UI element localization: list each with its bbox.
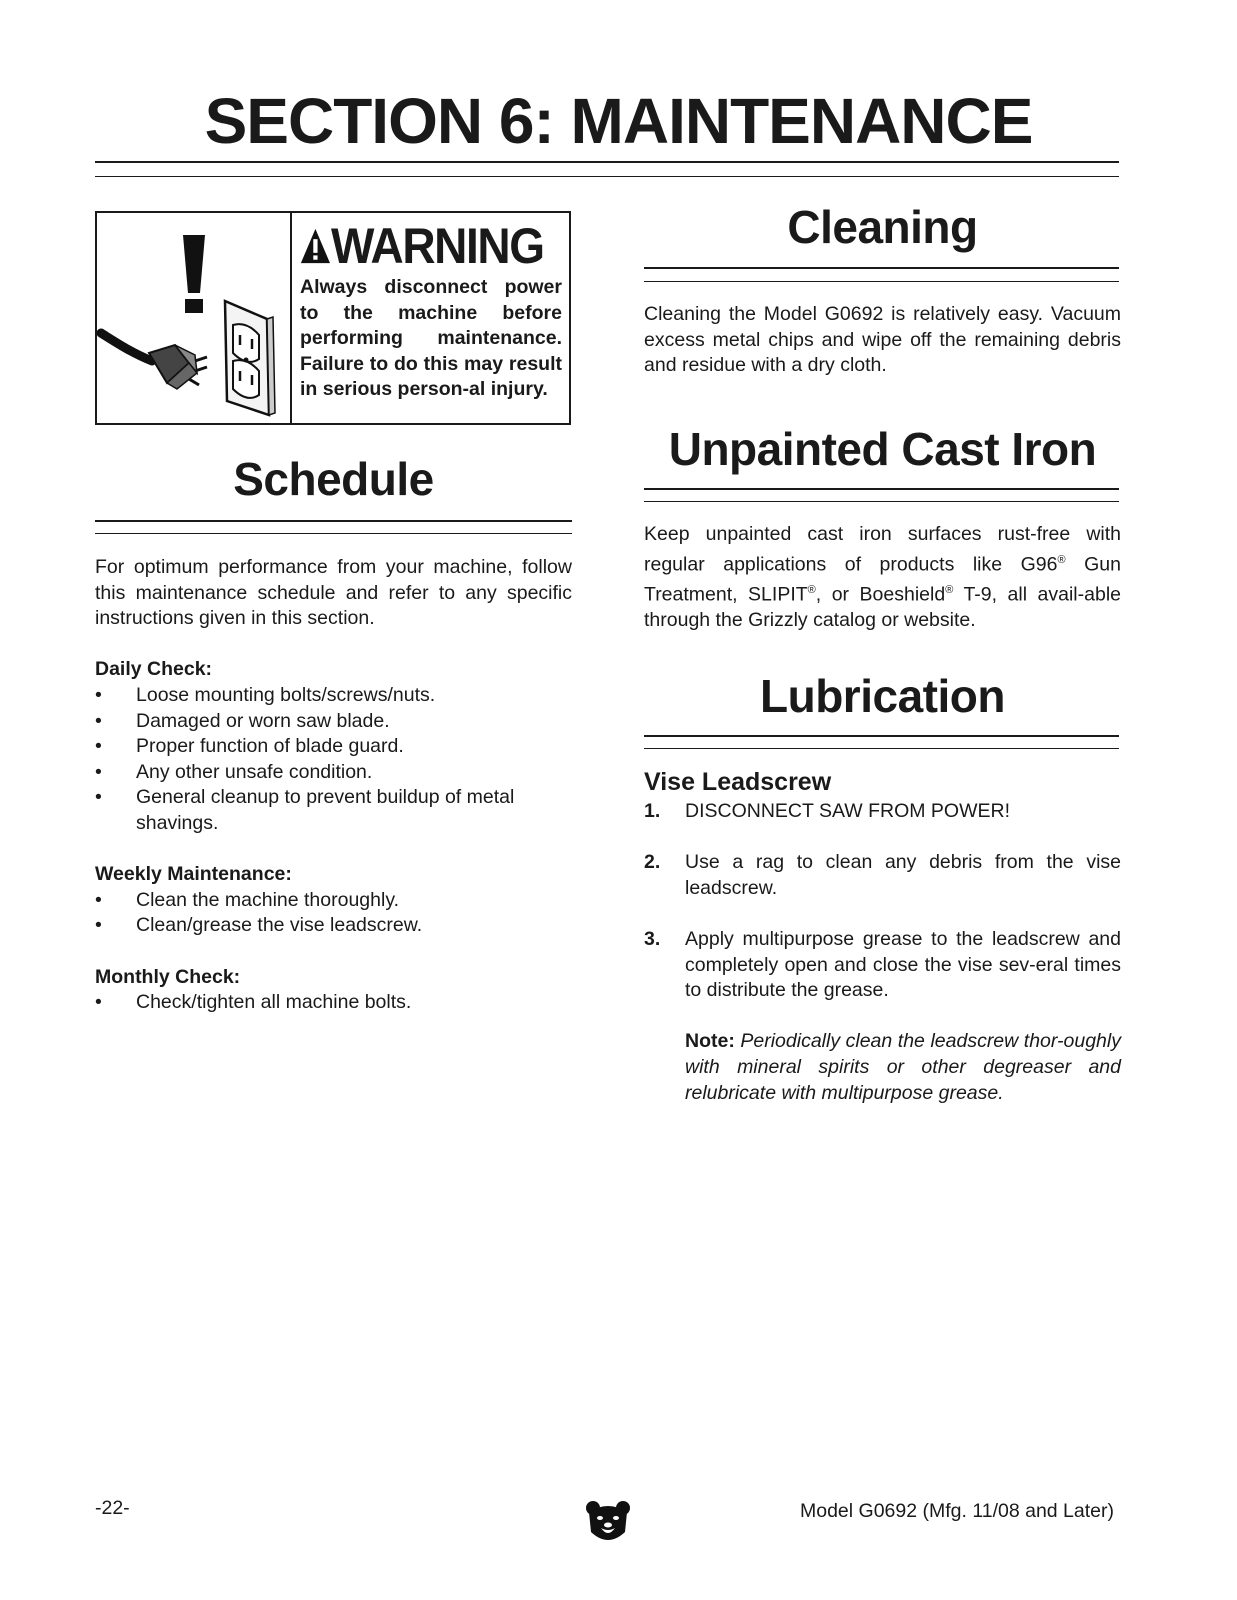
warning-text [300, 213, 562, 403]
registered-mark: ® [945, 583, 954, 596]
cast-iron-content [644, 522, 1121, 633]
schedule-intro: For optimum performance from your machine, follow this maintenance schedule and refer to any specific instructions given in this section. [95, 556, 572, 630]
cast-iron-heading: Unpainted Cast Iron [668, 423, 1097, 475]
lubrication-heading: Lubrication [760, 670, 1005, 722]
monthly-check-label: Monthly Check: [95, 965, 241, 988]
step-text: Use a rag to clean any debris from the vise leadscrew. [685, 851, 1121, 899]
title-rule-top [95, 161, 1119, 163]
list-item: • Damaged or worn saw blade. [95, 709, 572, 735]
lubrication-steps [644, 799, 1121, 1004]
lubrication-note [644, 1029, 1121, 1106]
list-item: • Clean the machine thoroughly. [95, 888, 572, 914]
page-title: SECTION 6: MAINTENANCE [204, 85, 1033, 157]
cast-iron-text-3: , or Boeshield [815, 583, 946, 606]
cleaning-heading: Cleaning [787, 201, 978, 253]
warning-box [95, 211, 571, 425]
registered-mark: ® [1057, 553, 1066, 566]
step-number: 1. [644, 800, 661, 822]
step-text: Apply multipurpose grease to the leadscrew and completely open and close the vise sev-eral times to distribute the grease. [685, 927, 1121, 1002]
cast-iron-text-4: T-9, all avail-able through the Grizzly catalog or website. [644, 583, 1121, 631]
list-item: • General cleanup to prevent buildup of metal shavings. [95, 785, 572, 836]
list-item: • Clean/grease the vise leadscrew. [95, 913, 572, 939]
schedule-content [95, 555, 572, 1016]
list-item: • Check/tighten all machine bolts. [95, 990, 572, 1016]
page-number: -22- [95, 1497, 130, 1519]
cast-iron-rule-bottom [644, 501, 1119, 502]
lubrication-content [644, 768, 1121, 1106]
daily-check-list [95, 683, 572, 837]
lubrication-rule-bottom [644, 748, 1119, 749]
cleaning-section [644, 200, 1121, 254]
cast-iron-rule-top [644, 488, 1119, 490]
warning-header [300, 217, 562, 275]
cleaning-content [644, 302, 1121, 379]
warning-label: WARNING [330, 218, 544, 274]
note-text: Periodically clean the leadscrew thor-oughly with mineral spirits or other degreaser and relubricate with multipurpose grease. [685, 1030, 1121, 1104]
monthly-check-list [95, 990, 572, 1016]
note-label: Note: [685, 1030, 735, 1053]
unplug-illustration [97, 213, 292, 423]
warning-body: Always disconnect power to the machine before performing maintenance. Failure to do this may result in serious person-al injury. [300, 276, 562, 400]
cast-iron-text-2: Gun Treatment, SLIPIT [644, 553, 1121, 606]
warning-triangle-icon [300, 224, 331, 268]
cleaning-rule-bottom [644, 281, 1119, 282]
step-item [644, 927, 1121, 1004]
registered-mark: ® [807, 583, 816, 596]
list-item: • Proper function of blade guard. [95, 734, 572, 760]
daily-check-label: Daily Check: [95, 658, 213, 681]
step-number: 3. [644, 927, 661, 950]
cast-iron-text-1: Keep unpainted cast iron surfaces rust-free with regular applications of products like G96 [644, 523, 1121, 576]
schedule-heading: Schedule [233, 453, 434, 505]
schedule-section [95, 452, 572, 506]
cleaning-body: Cleaning the Model G0692 is relatively easy. Vacuum excess metal chips and wipe off the remaining debris and residue with a dry cloth. [644, 303, 1121, 377]
model-footer: Model G0692 (Mfg. 11/08 and Later) [800, 1500, 1114, 1522]
weekly-maintenance-label: Weekly Maintenance: [95, 863, 292, 886]
list-item: • Loose mounting bolts/screws/nuts. [95, 683, 572, 709]
weekly-maintenance-list [95, 888, 572, 939]
schedule-rule-bottom [95, 533, 572, 534]
grizzly-bear-logo-icon [583, 1498, 633, 1548]
step-number: 2. [644, 851, 661, 874]
cleaning-rule-top [644, 267, 1119, 269]
lubrication-rule-top [644, 735, 1119, 737]
step-item [644, 850, 1121, 901]
cast-iron-body [644, 522, 1121, 633]
schedule-rule-top [95, 520, 572, 522]
plug-outlet-icon [97, 213, 290, 423]
step-item [644, 799, 1121, 825]
lubrication-section [644, 669, 1121, 723]
vise-leadscrew-heading: Vise Leadscrew [644, 768, 832, 796]
cast-iron-section [644, 422, 1121, 476]
title-rule-bottom [95, 176, 1119, 177]
step-text: DISCONNECT SAW FROM POWER! [685, 800, 1011, 822]
list-item: • Any other unsafe condition. [95, 760, 572, 786]
